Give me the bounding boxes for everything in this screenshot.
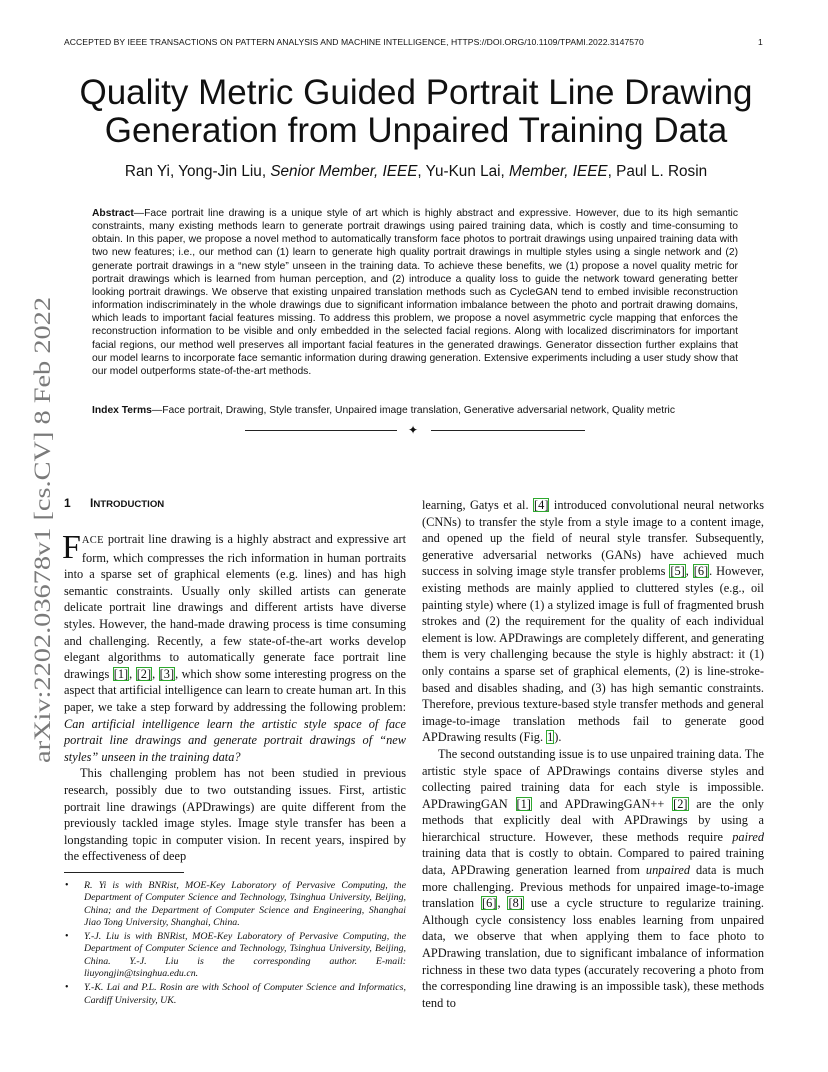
paper-title	[60, 74, 772, 150]
emphasis-paired: paired	[732, 829, 764, 844]
running-head: ACCEPTED BY IEEE TRANSACTIONS ON PATTERN ANALYSIS AND MACHINE INTELLIGENCE, HTTPS://DOI.ORG/10.1109/TPAMI.2022.3147570	[64, 37, 644, 47]
author-names-2: , Yu-Kun Lai,	[417, 163, 509, 180]
citation-link[interactable]: [1]	[516, 796, 531, 811]
footnote-item	[64, 982, 406, 1007]
citation-link[interactable]: [6]	[482, 896, 497, 911]
bullet-icon: •	[65, 931, 69, 943]
text-run: learning, Gatys et al.	[422, 498, 534, 512]
right-column	[422, 497, 764, 1011]
footnote-text: R. Yi is with BNRist, MOE-Key Laboratory of Pervasive Computing, the Department of Computer Science and Technology, Tsinghua University, Beijing, China; and the Department of Computer Science and Engineering, Shanghai Jiao Tong University, Shanghai, China.	[84, 880, 406, 928]
page-number: 1	[758, 37, 763, 47]
text-run: ,	[497, 896, 508, 911]
text-run: training data that is costly to obtain. Compared to paired training data, APDrawing generation learned from	[422, 846, 764, 878]
section-number: 1	[64, 496, 71, 510]
author-names-3: , Paul L. Rosin	[607, 163, 708, 180]
text-run: ,	[685, 564, 693, 579]
paragraph	[422, 746, 764, 1012]
footnotes	[64, 880, 406, 1009]
text-run: . However, existing methods are mainly applied to cluttered styles (e.g., oil painting style) where (1) a stylized image is full of fragmented brush strokes and (2) the requirement for the quality of each individual element is low. APDrawings are completely different, and generating them is very challenging because the style is highly abstract: it (1) only contains a sparse set of graphical elements, (2) is line-stroke-based and disables shading, and (3) has high semantic constraints. Therefore, previous texture-based style transfer methods and general image-to-image translation methods fail to generate good APDrawing results (Fig.	[422, 564, 764, 745]
author-role-2: Member, IEEE	[509, 163, 608, 180]
author-role-1: Senior Member, IEEE	[270, 163, 418, 180]
footnote-text: Y.-J. Liu is with BNRist, MOE-Key Laboratory of Pervasive Computing, the Department of Computer Science and Technology, Tsinghua University, Beijing, China. Y.-J. Liu is the corresponding author. E-mail: liuyongjin@tsinghua.edu.cn.	[84, 931, 406, 980]
left-column	[64, 531, 406, 865]
paragraph	[64, 531, 406, 765]
text-run: , which show some interesting progress on the aspect that artificial intelligence can learn to create human art. In this paper, we take a step forward by addressing the following problem:	[64, 666, 407, 714]
citation-link[interactable]: [3]	[159, 666, 175, 681]
title-line-2: Generation from Unpaired Training Data	[104, 111, 728, 150]
text-run: and APDrawingGAN++	[531, 796, 673, 811]
citation-link[interactable]: [5]	[670, 564, 685, 579]
section-title-initial: I	[90, 496, 94, 510]
abstract-text: —Face portrait line drawing is a unique style of art which is highly abstract and expressive. However, due to its high semantic constraints, many existing methods learn to generate portrait drawings using paired training data, which is costly and time-consuming to obtain. In this paper, we propose a novel method to automatically transform face photos to portrait drawings using unpaired training data with two new features; i.e., our method can (1) learn to generate high quality portrait drawings in multiple styles using a single network and (2) generate portrait drawings in a “new style” unseen in the training data. To achieve these benefits, we (1) propose a novel quality metric for portrait drawings which is learned from human perception, and (2) introduce a quality loss to guide the network toward generating better looking portrait drawings. We observe that existing unpaired translation methods such as CycleGAN tend to embed invisible reconstruction information indiscriminately in the whole drawings due to significant information imbalance between the photo and portrait drawing domains, which leads to important facial features missing. To address this problem, we propose a novel asymmetric cycle mapping that enforces the reconstruction information to be visible and only embedded in the selected facial regions. Along with localized discriminators for important facial regions, our method well preserves all important facial features in the generated drawings. Generator dissection further explains that our model learns to incorporate face semantic information during drawing generation. Extensive experiments including a user study show that our model outperforms state-of-the-art methods.	[92, 208, 738, 377]
index-terms-text: —Face portrait, Drawing, Style transfer, Unpaired image translation, Generative adversarial network, Quality metric	[151, 405, 675, 416]
citation-link[interactable]: [2]	[136, 666, 152, 681]
paragraph: This challenging problem has not been studied in previous research, possibly due to two outstanding issues. First, artistic portrait line drawings (APDrawings) are quite different from the previously tackled image styles. Image style transfer has been a longstanding topic in computer vision. In recent years, inspired by the effectiveness of deep	[64, 766, 406, 864]
title-line-1: Quality Metric Guided Portrait Line Drawing	[79, 73, 753, 112]
paragraph	[422, 497, 764, 746]
section-heading	[64, 496, 164, 510]
index-terms	[92, 404, 738, 417]
citation-link[interactable]: [1]	[113, 666, 129, 681]
citation-link[interactable]: [2]	[673, 796, 688, 811]
text-run: use a cycle structure to regularize training. Although cycle consistency loss enables learning from unpaired data, we observe that when applying them to face photo to APDrawing translation, due to significant imbalance of information richness in these two data types (accurately recovering a photo from the corresponding line drawing is an impossible task), these methods tend to	[422, 896, 764, 1010]
divider-diamond-icon: ✦	[408, 423, 419, 437]
footnote-text: Y.-K. Lai and P.L. Rosin are with School of Computer Science and Informatics, Cardiff University, UK.	[84, 982, 406, 1006]
drop-cap: F	[62, 529, 81, 566]
index-terms-label: Index Terms	[92, 405, 152, 416]
citation-link[interactable]: [6]	[693, 564, 709, 579]
section-divider	[245, 424, 585, 438]
lead-word: ACE	[81, 535, 104, 546]
text-run: are the only methods that explicitly deal with APDrawings by using a hierarchical structure. However, these methods require	[422, 796, 764, 844]
bullet-icon: •	[65, 982, 69, 994]
author-list	[60, 163, 772, 181]
text-run: The second outstanding issue is to use unpaired training data. The artistic style space of APDrawings contains diverse styles and collecting paired training data for each style is impossible. APDrawingGAN	[422, 746, 764, 811]
text-run: ,	[129, 666, 136, 681]
bullet-icon: •	[65, 880, 69, 891]
text-run: ,	[152, 666, 159, 681]
citation-link[interactable]: [4]	[534, 498, 549, 512]
text-run: data is much more challenging. Previous methods for unpaired image-to-image translation	[422, 863, 764, 911]
research-question: Can artificial intelligence learn the artistic style space of face portrait line drawings and generate portrait drawings of “new styles” unseen in the training data?	[64, 716, 406, 764]
footnote-item	[64, 931, 406, 980]
arxiv-stamp-text: arXiv:2202.03678v1 [cs.CV] 8 Feb 2022	[30, 384, 55, 763]
figure-link[interactable]: 1	[547, 730, 554, 745]
author-names-1: Ran Yi, Yong-Jin Liu,	[124, 163, 271, 180]
abstract-label: Abstract	[92, 208, 134, 219]
divider-line-right	[431, 430, 585, 431]
text-run: portrait line drawing is a highly abstract and expressive art form, which compresses the rich information in human portraits into a sparse set of graphical elements (e.g. lines) and has high semantic constraints. Usually only skilled artists can generate delicate portrait line drawings and different artists have diverse styles. However, the hand-made drawing process is time consuming and challenging. Recently, a few state-of-the-art works develop elegant algorithms to automatically generate face portrait line drawings	[64, 532, 406, 681]
text-run: introduced convolutional neural networks (CNNs) to transfer the style from a style image to a content image, and opened up the field of neural style transfer. Subsequently, generative adversarial networks (GANs) have achieved much success in solving image style transfer problems	[422, 498, 764, 579]
text-run: ).	[554, 730, 562, 745]
emphasis-unpaired: unpaired	[645, 863, 691, 878]
section-title-rest: NTRODUCTION	[93, 499, 165, 510]
footnote-item	[64, 880, 406, 929]
abstract	[92, 207, 738, 378]
citation-link[interactable]: [8]	[508, 896, 523, 911]
footnote-rule	[64, 872, 184, 873]
divider-line-left	[245, 430, 397, 431]
